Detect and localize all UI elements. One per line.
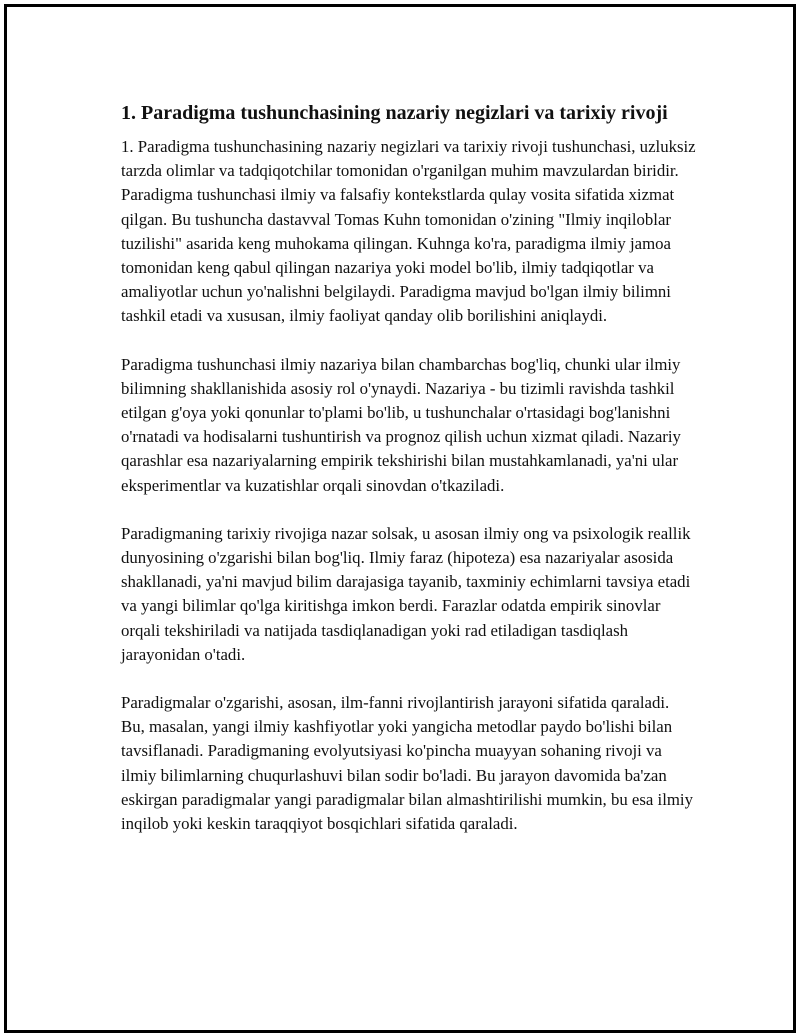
- paragraph-1: 1. Paradigma tushunchasining nazariy negizlari va tarixiy rivoji tushunchasi, uzluksiz tarzda olimlar va tadqiqotchilar tomonidan o'rganilgan muhim mavzulardan biridir. Paradigma tushunchasi ilmiy va falsafiy kontekstlarda qulay vosita sifatida xizmat qilgan. Bu tushuncha dastavval Tomas Kuhn tomonidan o'zining "Ilmiy inqiloblar tuzilishi" asarida keng muhokama qilingan. Kuhnga ko'ra, paradigma ilmiy jamoa tomonidan keng qabul qilingan nazariya yoki model bo'lib, ilmiy tadqiqotlar va amaliyotlar uchun yo'nalishni belgilaydi. Paradigma mavjud bo'lgan ilmiy bilimni tashkil etadi va xususan, ilmiy faoliyat qanday olib borilishini aniqlaydi.: [121, 137, 696, 326]
- paragraph-4: Paradigmalar o'zgarishi, asosan, ilm-fanni rivojlantirish jarayoni sifatida qaraladi. Bu, masalan, yangi ilmiy kashfiyotlar yoki yangicha metodlar paydo bo'lishi bilan tavsiflanadi. Paradigmaning evolyutsiyasi ko'pincha muayyan sohaning rivoji va ilmiy bilimlarning chuqurlashuvi bilan sodir bo'ladi. Bu jarayon davomida ba'zan eskirgan paradigmalar yangi paradigmalar bilan almashtirilishi mumkin, bu esa ilmiy inqilob yoki keskin taraqqiyot bosqichlari sifatida qaraladi.: [121, 693, 693, 834]
- page-frame: [4, 4, 796, 1033]
- paragraph-2: Paradigma tushunchasi ilmiy nazariya bilan chambarchas bog'liq, chunki ular ilmiy bilimning shakllanishida asosiy rol o'ynaydi. Nazariya - bu tizimli ravishda tashkil etilgan g'oya yoki qonunlar to'plami bo'lib, u tushunchalar o'rtasidagi bog'lanishni o'rnatadi va hodisalarni tushuntirish va prognoz qilish uchun xizmat qiladi. Nazariy qarashlar esa nazariyalarning empirik tekshirishi bilan mustahkamlanadi, ya'ni ular eksperimentlar va kuzatishlar orqali sinovdan o'tkaziladi.: [121, 354, 681, 495]
- document-body: [121, 99, 696, 860]
- section-heading: 1. Paradigma tushunchasining nazariy negizlari va tarixiy rivoji: [121, 102, 668, 124]
- paragraph-3: Paradigmaning tarixiy rivojiga nazar solsak, u asosan ilmiy ong va psixologik reallik dunyosining o'zgarishi bilan bog'liq. Ilmiy faraz (hipoteza) esa nazariyalar asosida shakllanadi, ya'ni mavjud bilim darajasiga tayanib, taxminiy echimlarni tavsiya etadi va yangi bilimlar qo'lga kiritishga imkon berdi. Farazlar odatda empirik sinovlar orqali tekshiriladi va natijada tasdiqlanadigan yoki rad etiladigan tasdiqlash jarayonidan o'tadi.: [121, 523, 691, 664]
